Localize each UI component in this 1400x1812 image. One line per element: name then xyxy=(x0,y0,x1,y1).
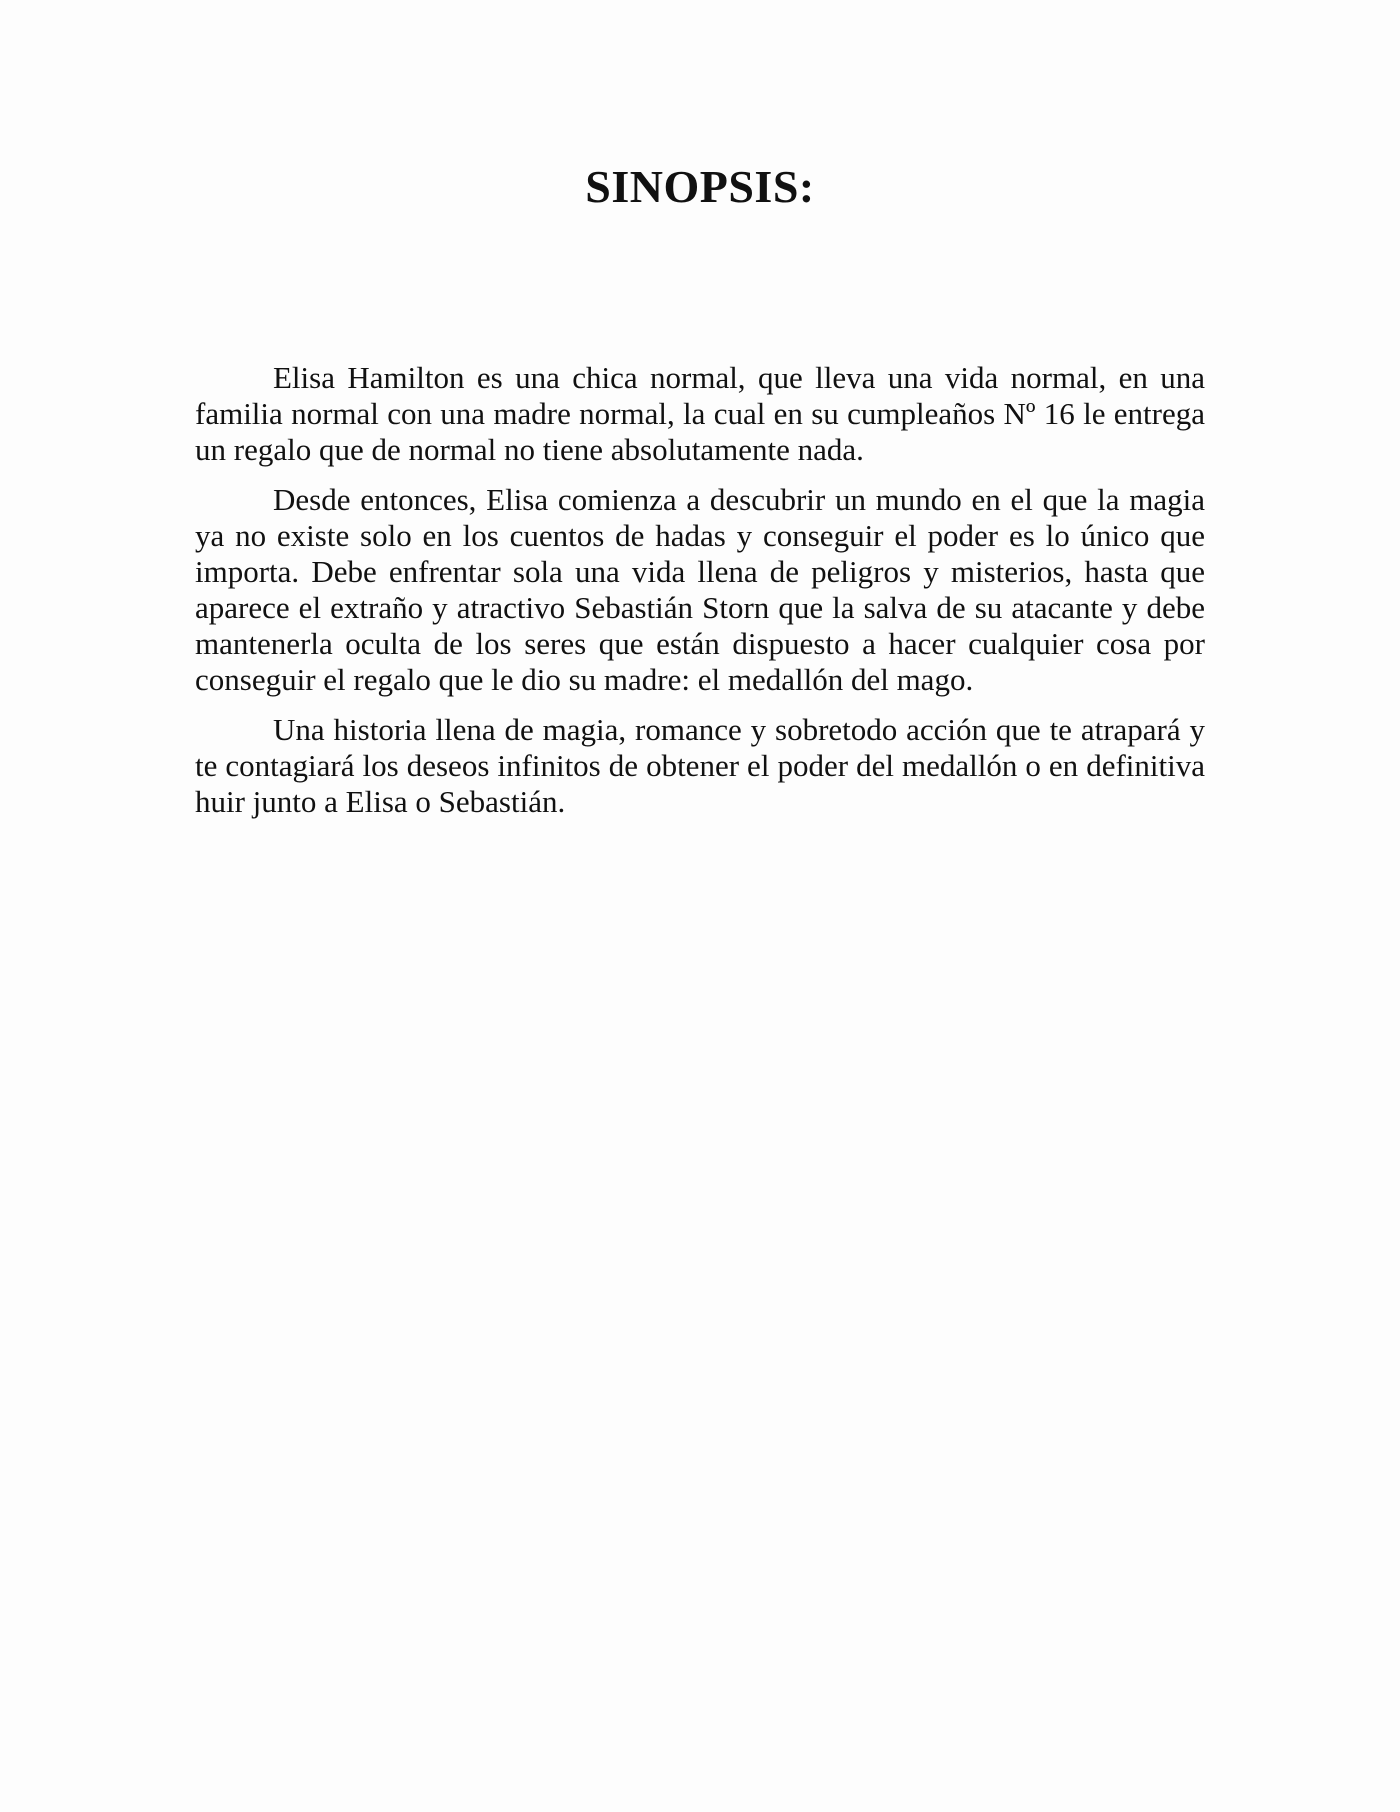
paragraph-2: Desde entonces, Elisa comienza a descubrir un mundo en el que la magia ya no existe solo en los cuentos de hadas y conseguir el poder es lo único que importa. Debe enfrentar sola una vida llena de peligros y misterios, hasta que aparece el extraño y atractivo Sebastián Storn que la salva de su atacante y debe mantenerla oculta de los seres que están dispuesto a hacer cualquier cosa por conseguir el regalo que le dio su madre: el medallón del mago. xyxy=(195,482,1205,697)
paragraph-1: Elisa Hamilton es una chica normal, que lleva una vida normal, en una familia normal con una madre normal, la cual en su cumpleaños Nº 16 le entrega un regalo que de normal no tiene absolutamente nada. xyxy=(195,360,1205,467)
page-title: SINOPSIS: xyxy=(585,161,815,212)
synopsis-body xyxy=(195,360,1205,834)
paragraph-3: Una historia llena de magia, romance y sobretodo acción que te atrapará y te contagiará los deseos infinitos de obtener el poder del medallón o en definitiva huir junto a Elisa o Sebastián. xyxy=(195,712,1205,819)
